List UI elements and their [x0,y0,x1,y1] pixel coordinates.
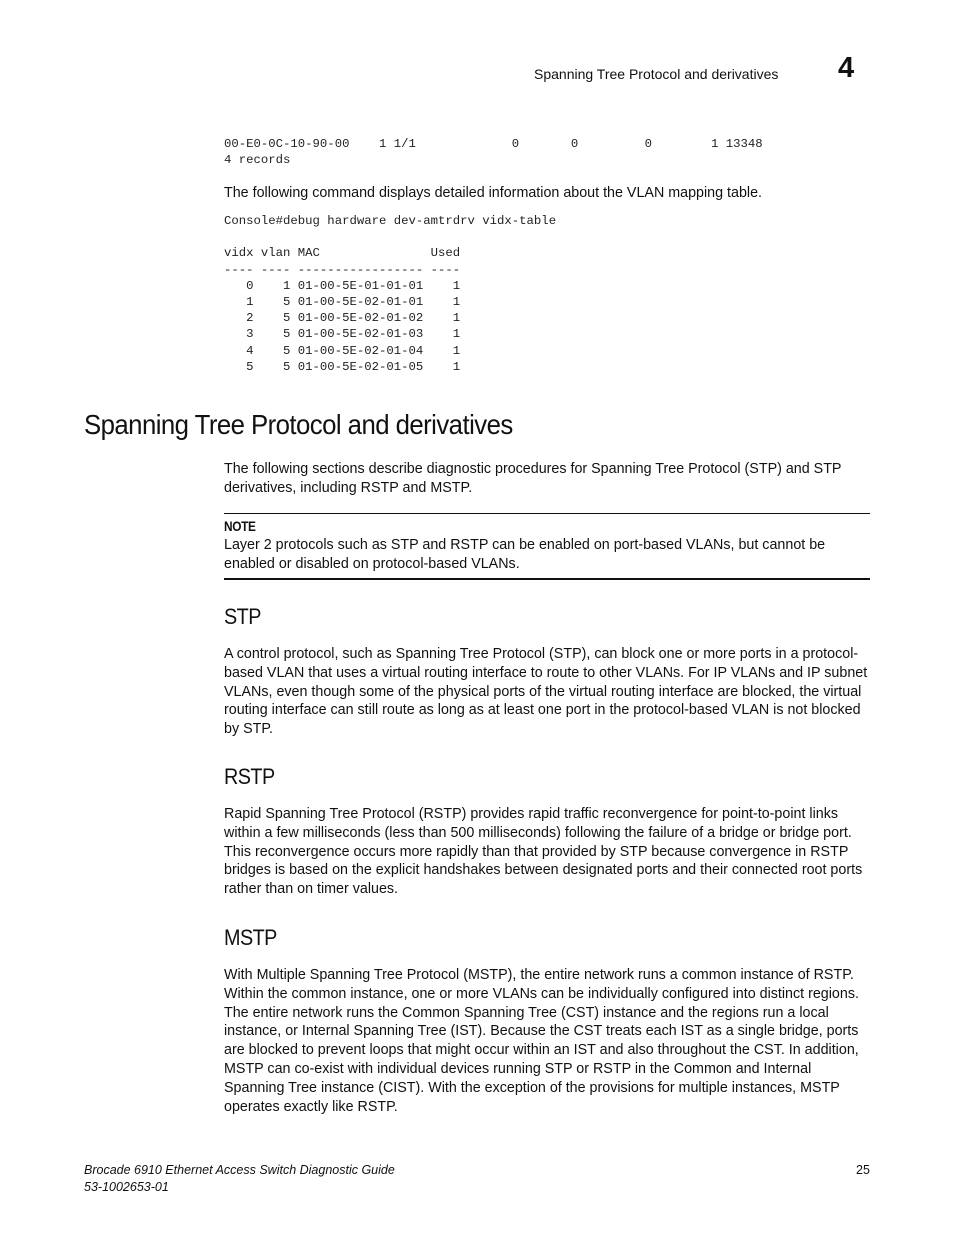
rstp-heading: RSTP [224,764,275,789]
section-heading: Spanning Tree Protocol and derivatives [84,409,513,440]
page-number: 25 [856,1163,870,1177]
note-label: NOTE [224,519,256,534]
section-intro-paragraph: The following sections describe diagnostic procedures for Spanning Tree Protocol (STP) and STP derivatives, including RSTP and MSTP. [224,461,842,496]
mstp-heading: MSTP [224,925,277,950]
running-header-title: Spanning Tree Protocol and derivatives [534,66,779,82]
code-block-vidx-table: Console#debug hardware dev-amtrdrv vidx-table vidx vlan MAC Used ---- ---- ----------------- ---- 0 1 01-00-5E-01-01-01 1 1 5 01-00-5E-02-01-01 1 2 5 01-00-5E-02-01-02 1 3 5 01-00-5E-02-01-03 1 4 5 01-00-5E-02-01-04 1 5 5 01-00-5E-02-01-05 1 [224,214,557,374]
stp-paragraph: A control protocol, such as Spanning Tree Protocol (STP), can block one or more ports in a protocol-based VLAN that uses a virtual routing interface to route to other VLANs. For IP VLANs and IP subnet VLANs, even though some of the physical ports of the virtual routing interface are blocked, the virtual routing interface can still route as long as at least one port in the protocol-based VLAN is not blocked by STP. [224,646,868,738]
chapter-number: 4 [838,52,855,84]
code-block-records: 00-E0-0C-10-90-00 1 1/1 0 0 0 1 13348 4 records [224,137,763,168]
note-text: Layer 2 protocols such as STP and RSTP can be enabled on port-based VLANs, but cannot be enabled or disabled on protocol-based VLANs. [224,537,826,572]
footer-doc-info [84,1162,395,1195]
mstp-paragraph: With Multiple Spanning Tree Protocol (MSTP), the entire network runs a common instance of RSTP. Within the common instance, one or more VLANs can be individually configured into distinct regions. The entire network runs the Common Spanning Tree (CST) instance and the regions run a local instance, or Internal Spanning Tree (IST). Because the CST treats each IST as a single bridge, ports are blocked to prevent loops that might occur within an IST and also throughout the CST. In addition, MSTP can co-exist with individual devices running STP or RSTP in the Common and Internal Spanning Tree instance (CIST). With the exception of the provisions for multiple instances, MSTP operates exactly like RSTP. [224,967,859,1115]
note-box [224,513,870,580]
stp-heading: STP [224,604,261,629]
rstp-paragraph: Rapid Spanning Tree Protocol (RSTP) provides rapid traffic reconvergence for point-to-point links within a few milliseconds (less than 500 milliseconds) following the failure of a bridge or bridge port. This reconvergence occurs more rapidly than that provided by STP because convergence in RSTP bridges is based on the explicit handshakes between designated ports and their connected root ports rather than on timer values. [224,806,863,898]
vlan-intro-paragraph: The following command displays detailed information about the VLAN mapping table. [224,185,763,201]
footer-doc-title: Brocade 6910 Ethernet Access Switch Diagnostic Guide [84,1163,395,1177]
footer-doc-number: 53-1002653-01 [84,1179,169,1194]
